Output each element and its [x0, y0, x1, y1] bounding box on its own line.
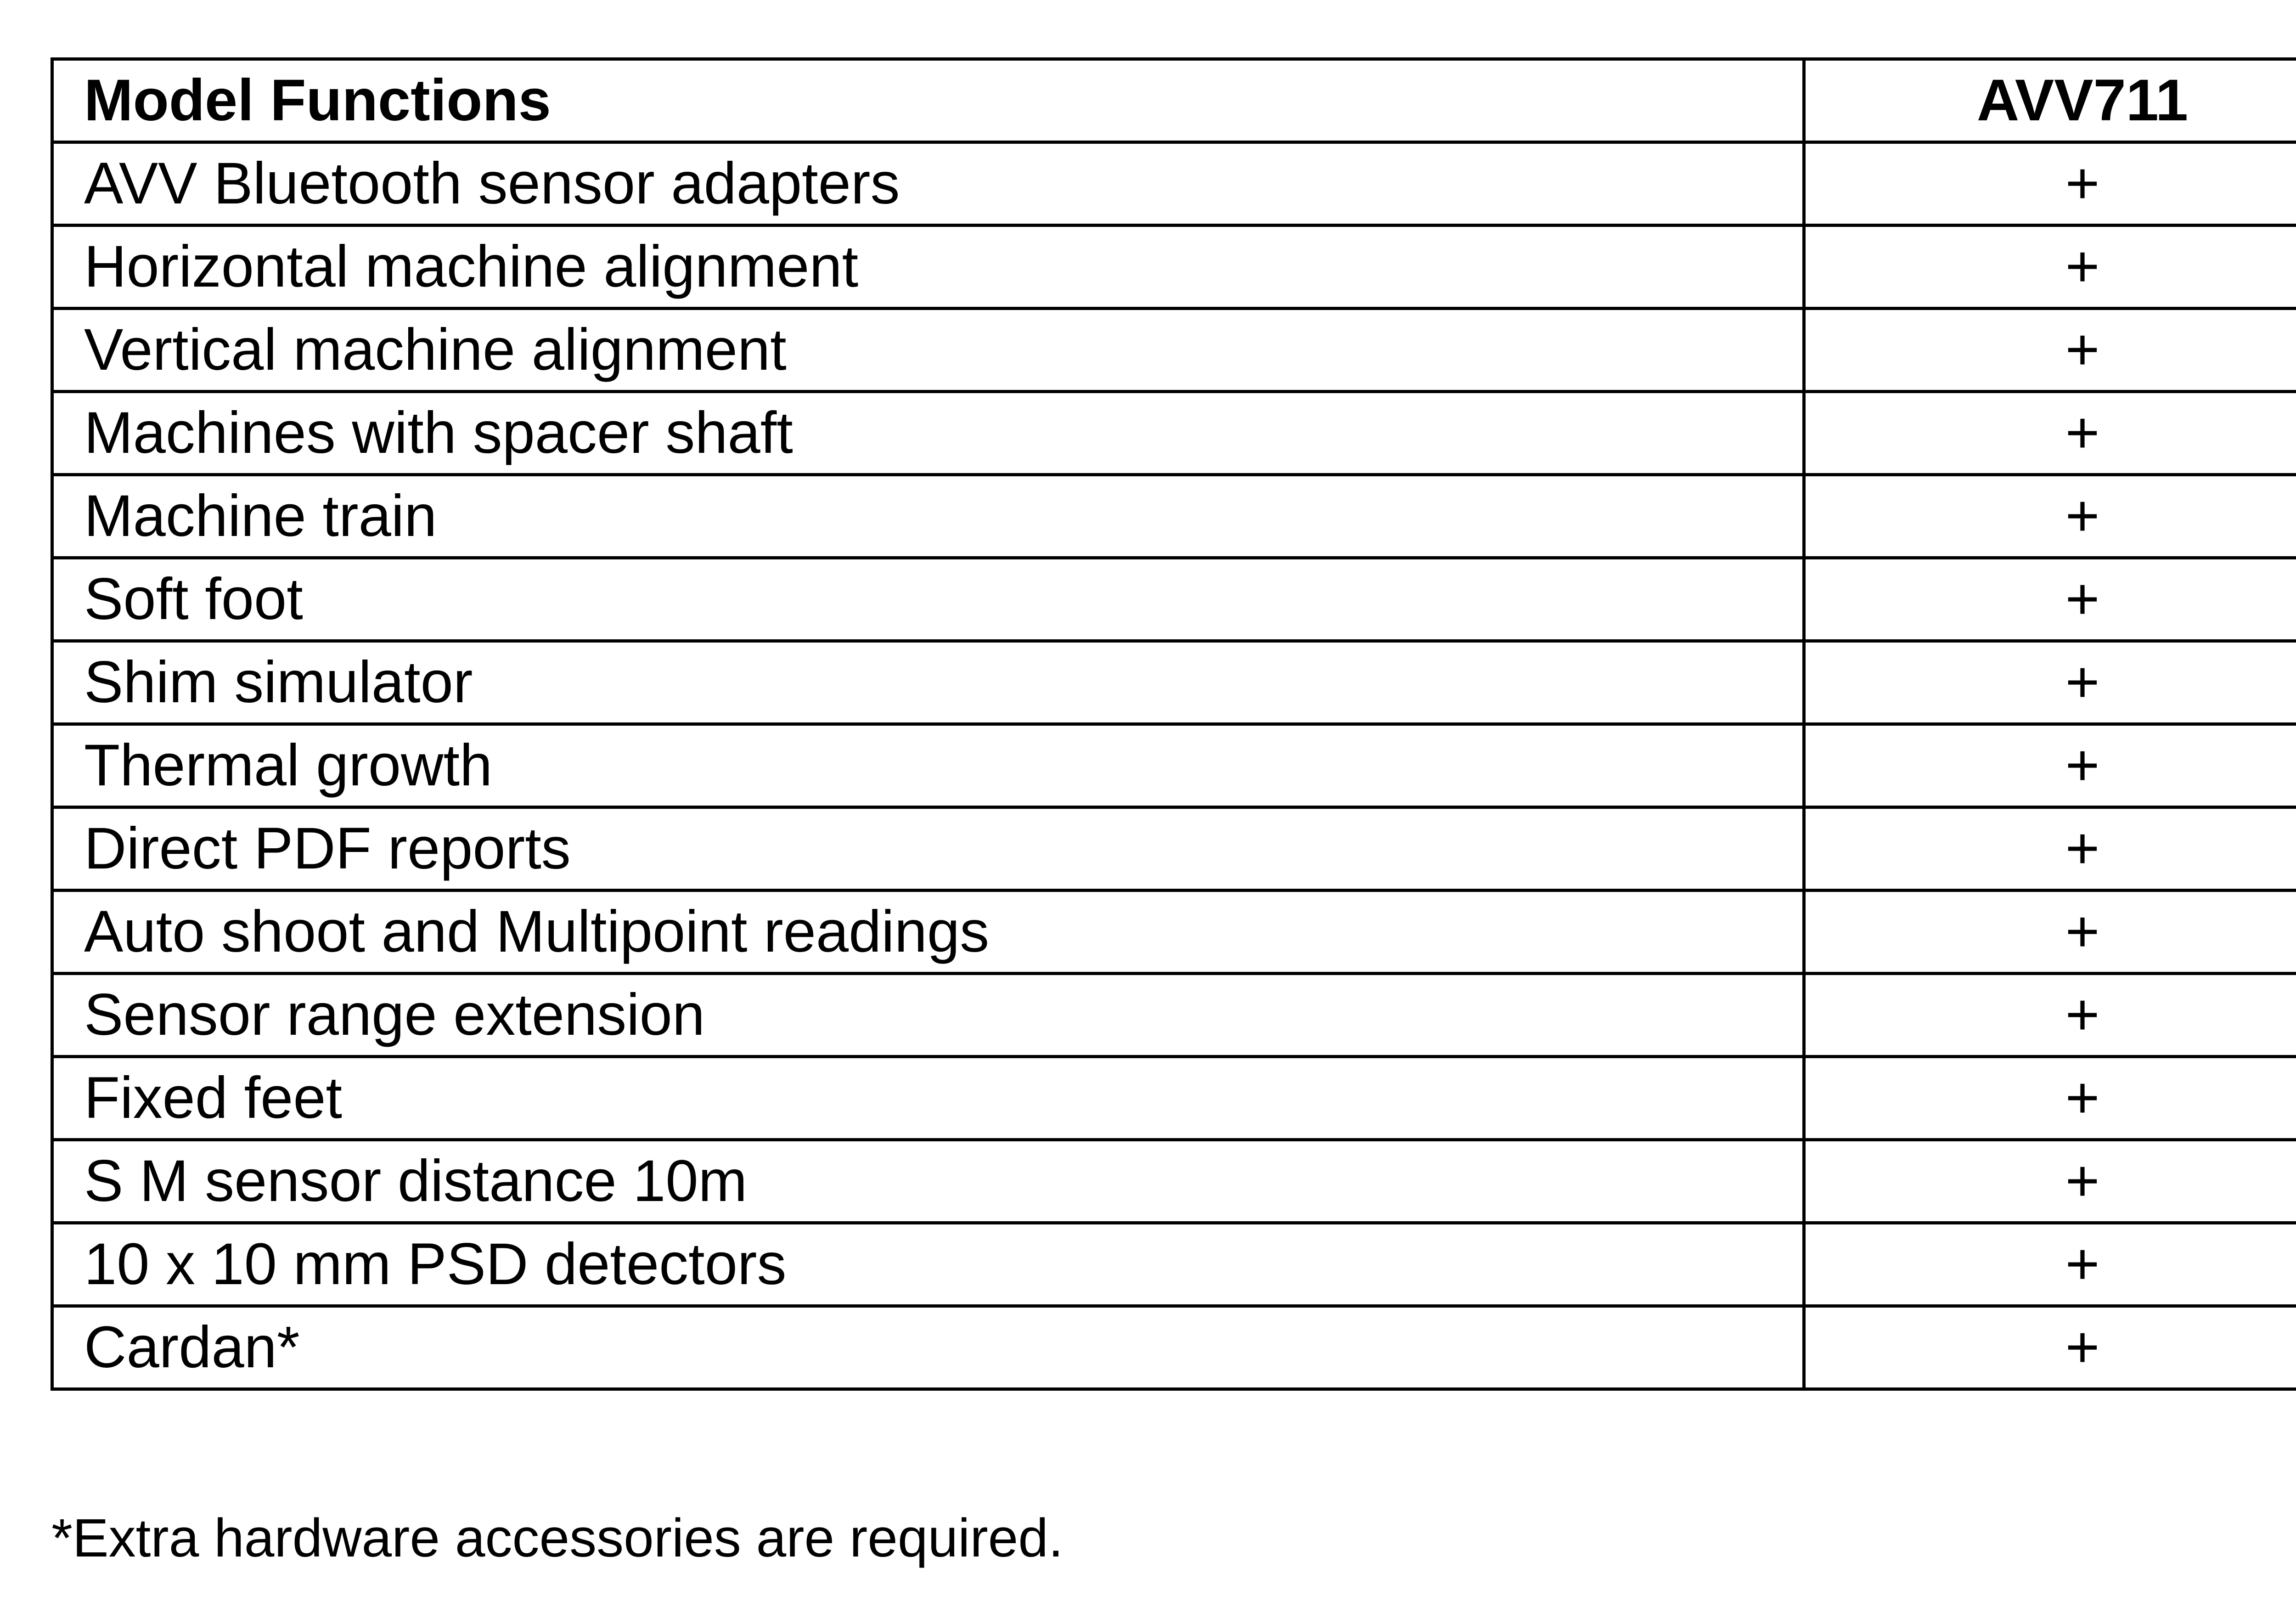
- function-name-cell: Fixed feet: [52, 1057, 1804, 1140]
- function-name-cell: 10 x 10 mm PSD detectors: [52, 1223, 1804, 1306]
- avv711-support-cell: +: [1804, 891, 2296, 974]
- table-header-row: [52, 59, 2296, 142]
- table-row: [52, 724, 2296, 807]
- table-row: [52, 1306, 2296, 1389]
- model-functions-table: [51, 57, 2296, 1391]
- avv711-support-cell: +: [1804, 309, 2296, 392]
- avv711-support-cell: +: [1804, 1223, 2296, 1306]
- function-name-cell: AVV Bluetooth sensor adapters: [52, 142, 1804, 226]
- table-row: [52, 807, 2296, 891]
- avv711-support-cell: +: [1804, 558, 2296, 641]
- table-row: [52, 1057, 2296, 1140]
- header-model-avv711: AVV711: [1804, 59, 2296, 142]
- function-name-cell: Machine train: [52, 475, 1804, 558]
- avv711-support-cell: +: [1804, 807, 2296, 891]
- table-row: [52, 392, 2296, 475]
- table-row: [52, 1140, 2296, 1223]
- avv711-support-cell: +: [1804, 1057, 2296, 1140]
- table-row: [52, 475, 2296, 558]
- table-row: [52, 641, 2296, 724]
- avv711-support-cell: +: [1804, 1140, 2296, 1223]
- avv711-support-cell: +: [1804, 1306, 2296, 1389]
- function-name-cell: S M sensor distance 10m: [52, 1140, 1804, 1223]
- table-row: [52, 226, 2296, 309]
- footnote: *Extra hardware accessories are required.: [51, 1508, 1064, 1568]
- function-name-cell: Sensor range extension: [52, 974, 1804, 1057]
- avv711-support-cell: +: [1804, 392, 2296, 475]
- table-row: [52, 558, 2296, 641]
- avv711-support-cell: +: [1804, 142, 2296, 226]
- avv711-support-cell: +: [1804, 641, 2296, 724]
- function-name-cell: Vertical machine alignment: [52, 309, 1804, 392]
- avv711-support-cell: +: [1804, 226, 2296, 309]
- table-row: [52, 1223, 2296, 1306]
- function-name-cell: Shim simulator: [52, 641, 1804, 724]
- table-body: [52, 142, 2296, 1389]
- function-name-cell: Thermal growth: [52, 724, 1804, 807]
- avv711-support-cell: +: [1804, 974, 2296, 1057]
- function-name-cell: Horizontal machine alignment: [52, 226, 1804, 309]
- avv711-support-cell: +: [1804, 475, 2296, 558]
- function-name-cell: Machines with spacer shaft: [52, 392, 1804, 475]
- function-name-cell: Cardan*: [52, 1306, 1804, 1389]
- function-name-cell: Auto shoot and Multipoint readings: [52, 891, 1804, 974]
- table-row: [52, 142, 2296, 226]
- function-name-cell: Direct PDF reports: [52, 807, 1804, 891]
- header-model-functions: Model Functions: [52, 59, 1804, 142]
- avv711-support-cell: +: [1804, 724, 2296, 807]
- table-row: [52, 891, 2296, 974]
- table-row: [52, 309, 2296, 392]
- table-row: [52, 974, 2296, 1057]
- function-name-cell: Soft foot: [52, 558, 1804, 641]
